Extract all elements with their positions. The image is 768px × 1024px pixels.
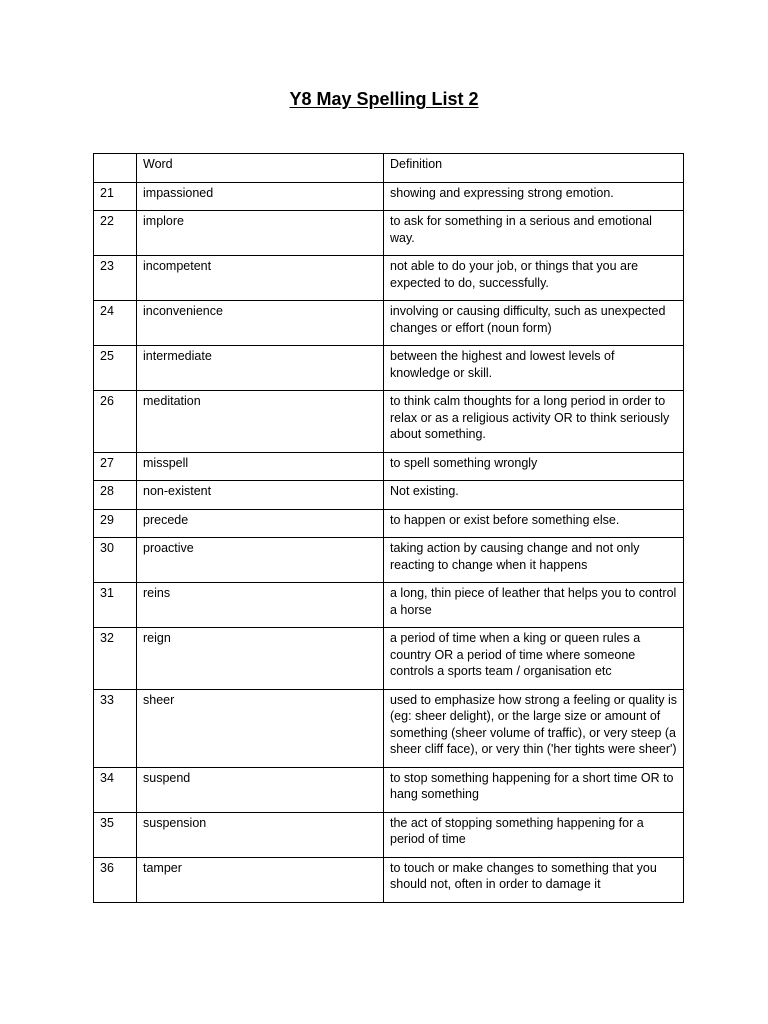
page-title: Y8 May Spelling List 2 [289, 89, 479, 109]
row-word: inconvenience [137, 301, 384, 346]
row-definition: a long, thin piece of leather that helps you to control a horse [384, 583, 684, 628]
row-number: 28 [94, 481, 137, 510]
row-definition: the act of stopping something happening for a period of time [384, 812, 684, 857]
row-word: misspell [137, 452, 384, 481]
table-body [94, 182, 684, 902]
spelling-table [93, 153, 684, 903]
row-definition: showing and expressing strong emotion. [384, 182, 684, 211]
table-row [94, 812, 684, 857]
row-word: implore [137, 211, 384, 256]
row-word: intermediate [137, 346, 384, 391]
table-row [94, 689, 684, 767]
table-row [94, 452, 684, 481]
header-word: Word [137, 154, 384, 183]
row-definition: a period of time when a king or queen rules a country OR a period of time where someone controls a sports team / organisation etc [384, 628, 684, 690]
row-number: 34 [94, 767, 137, 812]
row-number: 21 [94, 182, 137, 211]
row-definition: to spell something wrongly [384, 452, 684, 481]
row-number: 32 [94, 628, 137, 690]
row-definition: to ask for something in a serious and emotional way. [384, 211, 684, 256]
row-definition: taking action by causing change and not only reacting to change when it happens [384, 538, 684, 583]
header-number [94, 154, 137, 183]
table-row [94, 256, 684, 301]
row-definition: used to emphasize how strong a feeling or quality is (eg: sheer delight), or the large size or amount of something (sheer volume of traffic), or very steep (a sheer cliff face), or very thin ('her tights were sheer') [384, 689, 684, 767]
table-row [94, 628, 684, 690]
table-header-row [94, 154, 684, 183]
row-word: sheer [137, 689, 384, 767]
row-definition: not able to do your job, or things that you are expected to do, successfully. [384, 256, 684, 301]
row-word: precede [137, 509, 384, 538]
row-number: 24 [94, 301, 137, 346]
table-row [94, 346, 684, 391]
row-word: meditation [137, 391, 384, 453]
row-definition: Not existing. [384, 481, 684, 510]
row-definition: involving or causing difficulty, such as unexpected changes or effort (noun form) [384, 301, 684, 346]
row-word: impassioned [137, 182, 384, 211]
row-definition: to think calm thoughts for a long period in order to relax or as a religious activity OR to think seriously about something. [384, 391, 684, 453]
row-word: suspend [137, 767, 384, 812]
table-row [94, 583, 684, 628]
table-row [94, 182, 684, 211]
table-row [94, 767, 684, 812]
row-definition: to touch or make changes to something that you should not, often in order to damage it [384, 857, 684, 902]
row-word: tamper [137, 857, 384, 902]
row-number: 30 [94, 538, 137, 583]
row-number: 27 [94, 452, 137, 481]
table-row [94, 211, 684, 256]
row-number: 22 [94, 211, 137, 256]
table-row [94, 857, 684, 902]
table-row [94, 391, 684, 453]
row-number: 29 [94, 509, 137, 538]
row-number: 23 [94, 256, 137, 301]
table-row [94, 481, 684, 510]
row-number: 33 [94, 689, 137, 767]
table-row [94, 509, 684, 538]
row-number: 31 [94, 583, 137, 628]
row-definition: between the highest and lowest levels of knowledge or skill. [384, 346, 684, 391]
row-definition: to stop something happening for a short time OR to hang something [384, 767, 684, 812]
row-definition: to happen or exist before something else. [384, 509, 684, 538]
row-word: incompetent [137, 256, 384, 301]
row-word: non-existent [137, 481, 384, 510]
table-row [94, 301, 684, 346]
row-number: 36 [94, 857, 137, 902]
row-number: 25 [94, 346, 137, 391]
row-number: 26 [94, 391, 137, 453]
row-word: proactive [137, 538, 384, 583]
row-number: 35 [94, 812, 137, 857]
header-definition: Definition [384, 154, 684, 183]
row-word: reign [137, 628, 384, 690]
row-word: reins [137, 583, 384, 628]
row-word: suspension [137, 812, 384, 857]
table-row [94, 538, 684, 583]
